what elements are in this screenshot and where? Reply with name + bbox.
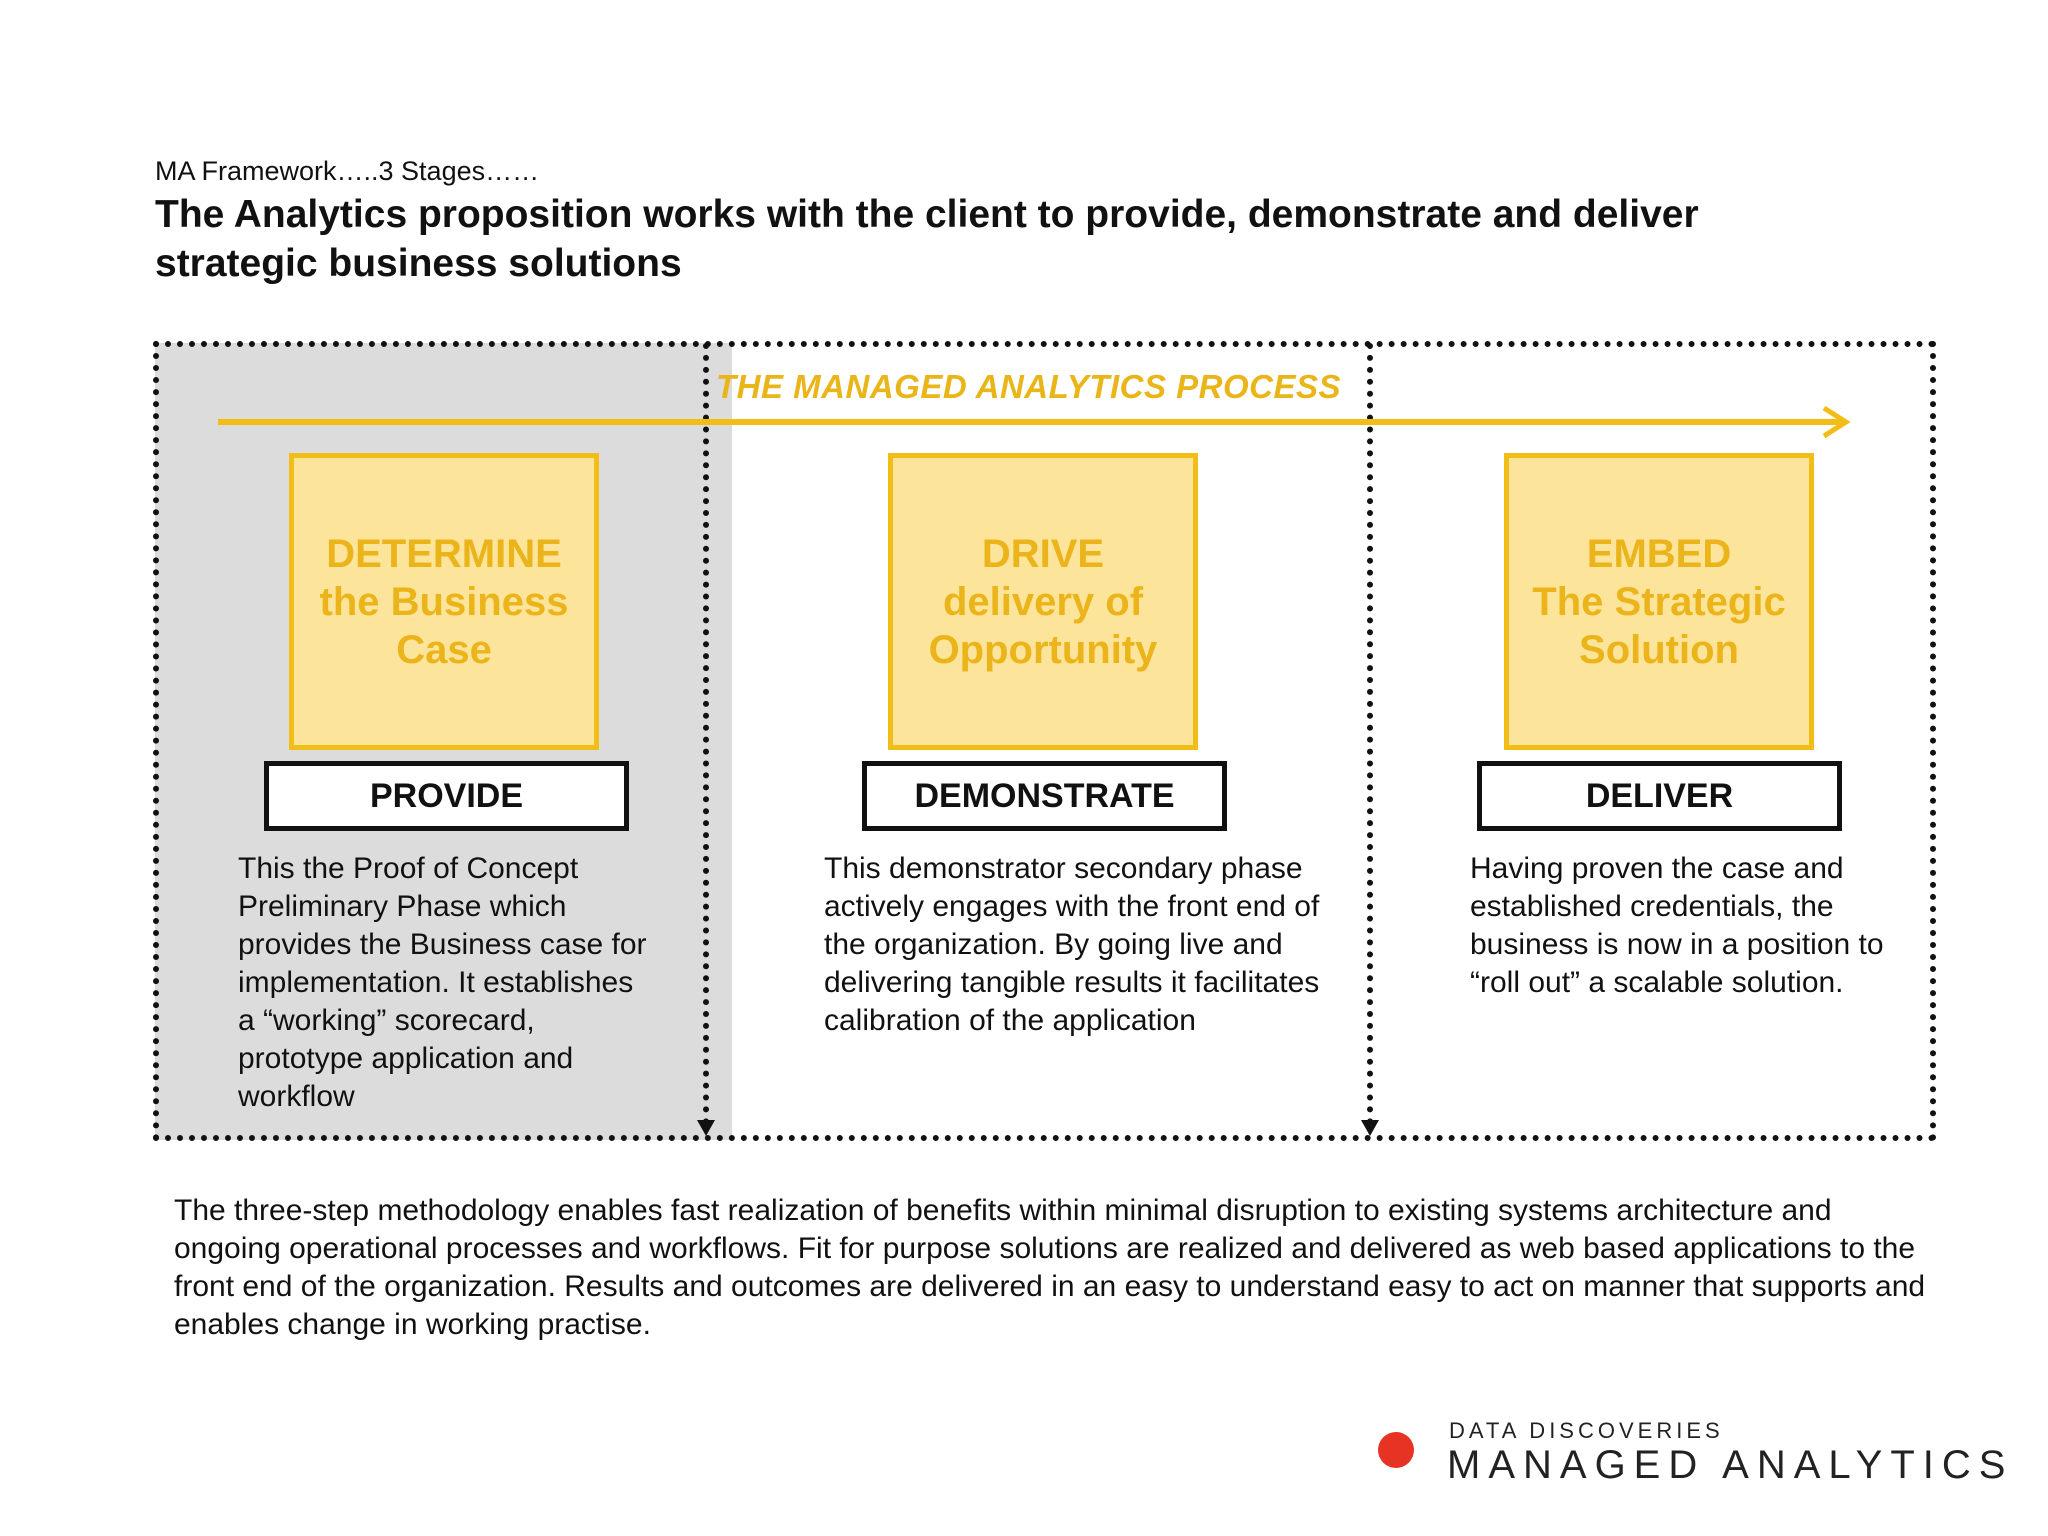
page-subtitle: MA Framework…..3 Stages…… — [155, 156, 540, 186]
stage-box-determine — [289, 453, 599, 750]
methodology-summary: The three-step methodology enables fast realization of benefits within minimal disruption to existing systems architecture and ongoing operational processes and workflows. Fit for purpose solutions are realized and delivered as web based applications to the front end of the organization. Results and outcomes are delivered in an easy to understand easy to act on manner that supports and enables change in working practise. — [174, 1194, 1926, 1341]
process-label: THE MANAGED ANALYTICS PROCESS — [716, 368, 1342, 405]
stage-label-text: DELIVER — [1585, 776, 1734, 815]
stage-box-text: EMBED The Strategic Solution — [1532, 531, 1786, 672]
stage-box-drive — [888, 453, 1198, 750]
stage-label-text: PROVIDE — [369, 776, 524, 815]
stage-box-text: DRIVE delivery of Opportunity — [928, 531, 1158, 672]
stage-box-embed — [1504, 453, 1814, 750]
logo-dot-icon — [1378, 1432, 1414, 1468]
stage-box-text: DETERMINE the Business Case — [319, 531, 569, 672]
stage-label-provide — [264, 761, 629, 831]
logo-company-name: DATA DISCOVERIES — [1449, 1418, 1724, 1443]
stage-label-deliver — [1477, 761, 1842, 831]
stage-description-provide: This the Proof of Concept Preliminary Phase which provides the Business case for implementation. It establishes a “working” scorecard, prototype application and workflow — [238, 852, 647, 1113]
logo-product-name: MANAGED ANALYTICS — [1447, 1443, 2014, 1487]
stage-label-demonstrate — [862, 761, 1227, 831]
stage-description-demonstrate: This demonstrator secondary phase actively engages with the front end of the organization. By going live and delivering tangible results it facilitates calibration of the application — [824, 852, 1320, 1037]
stage-description-deliver: Having proven the case and established credentials, the business is now in a position to “roll out” a scalable solution. — [1470, 852, 1884, 999]
page-title: The Analytics proposition works with the client to provide, demonstrate and deliver strategic business solutions — [155, 193, 1699, 285]
stage-label-text: DEMONSTRATE — [914, 776, 1175, 815]
